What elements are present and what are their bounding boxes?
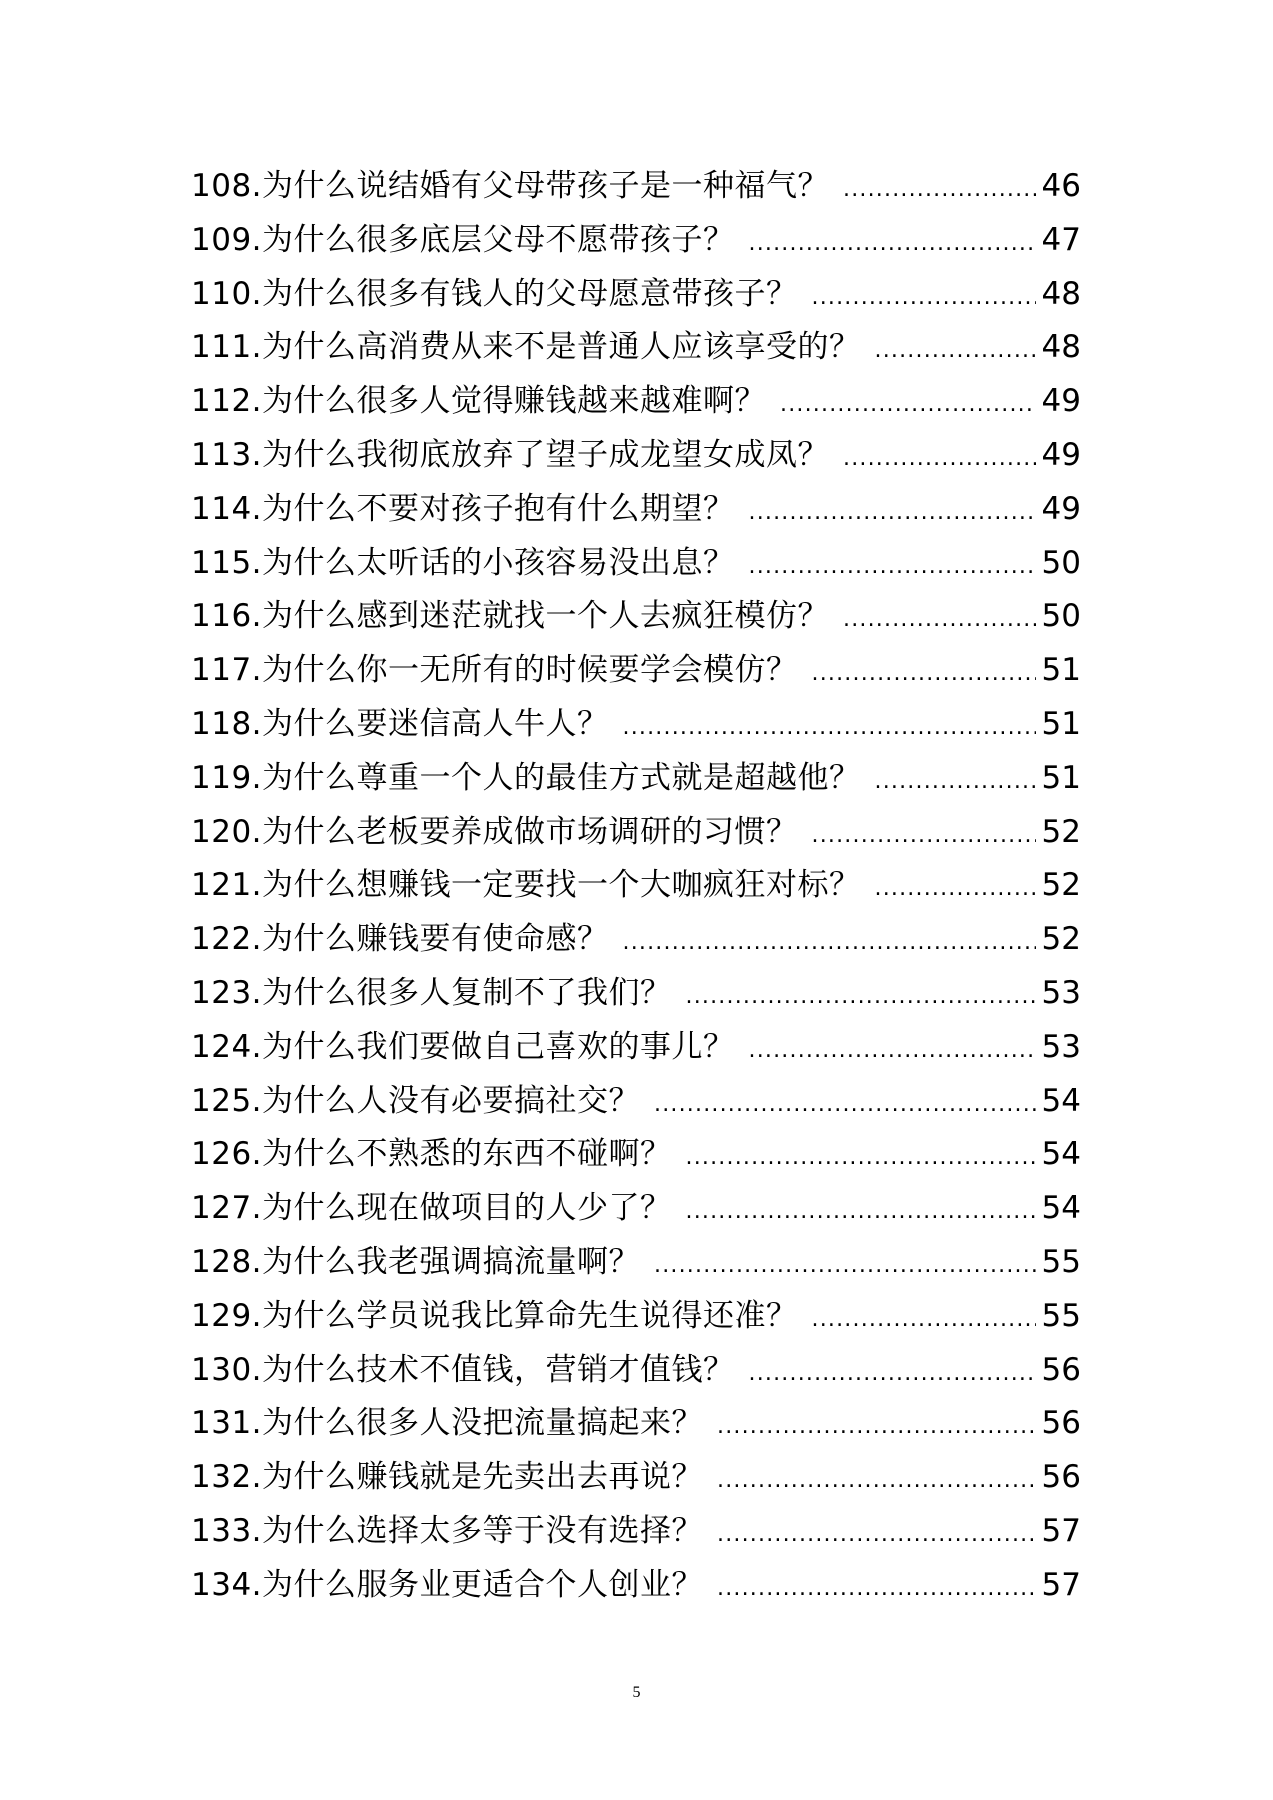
toc-entry[interactable]	[191, 1559, 1081, 1613]
toc-entry-title: 115.为什么太听话的小孩容易没出息？	[191, 544, 735, 581]
dot-leader	[686, 1147, 1036, 1169]
toc-entry[interactable]	[191, 1075, 1081, 1129]
toc-entry-page: 57	[1041, 1566, 1081, 1603]
dot-leader	[749, 556, 1036, 578]
dot-leader	[654, 1094, 1036, 1116]
toc-entry-page: 51	[1041, 652, 1081, 689]
dot-leader	[875, 771, 1036, 793]
dot-leader	[686, 986, 1036, 1008]
dot-leader	[875, 878, 1036, 900]
toc-entry[interactable]	[191, 1128, 1081, 1182]
toc-entry[interactable]	[191, 806, 1081, 860]
toc-entry-title: 124.为什么我们要做自己喜欢的事儿？	[191, 1028, 735, 1065]
dot-leader	[812, 663, 1036, 685]
toc-entry-title: 127.为什么现在做项目的人少了？	[191, 1190, 672, 1227]
dot-leader	[749, 1363, 1036, 1385]
toc-entry-title: 132.为什么赚钱就是先卖出去再说？	[191, 1459, 704, 1496]
toc-entry-title: 117.为什么你一无所有的时候要学会模仿？	[191, 652, 798, 689]
toc-entry-page: 56	[1041, 1351, 1081, 1388]
toc-entry-page: 55	[1041, 1243, 1081, 1280]
toc-entry-title: 128.为什么我老强调搞流量啊？	[191, 1243, 641, 1280]
toc-entry-page: 52	[1041, 921, 1081, 958]
toc-entry-title: 112.为什么很多人觉得赚钱越来越难啊？	[191, 383, 767, 420]
dot-leader	[812, 825, 1036, 847]
toc-entry-page: 50	[1041, 544, 1081, 581]
toc-entry-page: 56	[1041, 1459, 1081, 1496]
toc-entry-page: 56	[1041, 1405, 1081, 1442]
toc-entry-page: 53	[1041, 974, 1081, 1011]
dot-leader	[623, 932, 1036, 954]
dot-leader	[812, 1309, 1036, 1331]
toc-entry[interactable]	[191, 644, 1081, 698]
toc-entry-title: 114.为什么不要对孩子抱有什么期望？	[191, 490, 735, 527]
toc-entry-title: 133.为什么选择太多等于没有选择？	[191, 1512, 704, 1549]
toc-entry-page: 54	[1041, 1082, 1081, 1119]
toc-entry-page: 47	[1041, 221, 1081, 258]
toc-entry-title: 131.为什么很多人没把流量搞起来？	[191, 1405, 704, 1442]
toc-entry-title: 121.为什么想赚钱一定要找一个大咖疯狂对标？	[191, 867, 861, 904]
toc-entry[interactable]	[191, 1182, 1081, 1236]
dot-leader	[717, 1524, 1036, 1546]
toc-entry-page: 53	[1041, 1028, 1081, 1065]
toc-entry[interactable]	[191, 1451, 1081, 1505]
toc-entry[interactable]	[191, 429, 1081, 483]
toc-entry-title: 130.为什么技术不值钱，营销才值钱？	[191, 1351, 735, 1388]
toc-entry-page: 48	[1041, 275, 1081, 312]
toc-entry-page: 49	[1041, 436, 1081, 473]
dot-leader	[717, 1470, 1036, 1492]
toc-entry-title: 134.为什么服务业更适合个人创业？	[191, 1566, 704, 1603]
dot-leader	[717, 1416, 1036, 1438]
table-of-contents	[191, 160, 1081, 1613]
toc-entry[interactable]	[191, 967, 1081, 1021]
dot-leader	[654, 1255, 1036, 1277]
dot-leader	[717, 1578, 1036, 1600]
toc-entry-title: 129.为什么学员说我比算命先生说得还准？	[191, 1297, 798, 1334]
toc-entry-title: 116.为什么感到迷茫就找一个人去疯狂模仿？	[191, 598, 830, 635]
toc-entry[interactable]	[191, 1021, 1081, 1075]
toc-entry[interactable]	[191, 913, 1081, 967]
toc-entry[interactable]	[191, 268, 1081, 322]
toc-entry[interactable]	[191, 375, 1081, 429]
toc-entry-page: 52	[1041, 867, 1081, 904]
toc-entry-page: 46	[1041, 168, 1081, 204]
toc-entry-title: 126.为什么不熟悉的东西不碰啊？	[191, 1136, 672, 1173]
toc-entry[interactable]	[191, 537, 1081, 591]
page-number: 5	[632, 1684, 641, 1701]
dot-leader	[623, 717, 1036, 739]
toc-entry-page: 54	[1041, 1190, 1081, 1227]
toc-entry-title: 109.为什么很多底层父母不愿带孩子？	[191, 221, 735, 258]
toc-entry[interactable]	[191, 698, 1081, 752]
toc-entry[interactable]	[191, 1505, 1081, 1559]
toc-entry[interactable]	[191, 160, 1081, 214]
toc-entry[interactable]	[191, 483, 1081, 537]
dot-leader	[749, 502, 1036, 524]
toc-entry-title: 113.为什么我彻底放弃了望子成龙望女成凤？	[191, 436, 830, 473]
toc-entry-page: 57	[1041, 1512, 1081, 1549]
toc-entry-page: 48	[1041, 329, 1081, 366]
toc-entry[interactable]	[191, 1236, 1081, 1290]
toc-entry-page: 54	[1041, 1136, 1081, 1173]
toc-entry[interactable]	[191, 1397, 1081, 1451]
toc-entry-page: 49	[1041, 383, 1081, 420]
toc-entry-title: 125.为什么人没有必要搞社交？	[191, 1082, 641, 1119]
toc-entry[interactable]	[191, 214, 1081, 268]
toc-entry[interactable]	[191, 590, 1081, 644]
toc-entry[interactable]	[191, 859, 1081, 913]
toc-entry[interactable]	[191, 321, 1081, 375]
toc-entry-title: 108.为什么说结婚有父母带孩子是一种福气？	[191, 168, 830, 204]
dot-leader	[843, 448, 1036, 470]
dot-leader	[780, 394, 1036, 416]
dot-leader	[686, 1201, 1036, 1223]
toc-entry[interactable]	[191, 1344, 1081, 1398]
toc-entry-title: 123.为什么很多人复制不了我们？	[191, 974, 672, 1011]
dot-leader	[843, 609, 1036, 631]
toc-entry-title: 118.为什么要迷信高人牛人？	[191, 705, 609, 742]
toc-entry-title: 110.为什么很多有钱人的父母愿意带孩子？	[191, 275, 798, 312]
dot-leader	[843, 179, 1036, 201]
toc-entry-page: 55	[1041, 1297, 1081, 1334]
dot-leader	[812, 287, 1036, 309]
toc-entry-page: 51	[1041, 759, 1081, 796]
dot-leader	[875, 340, 1036, 362]
dot-leader	[749, 233, 1036, 255]
toc-entry-title: 120.为什么老板要养成做市场调研的习惯？	[191, 813, 798, 850]
toc-entry[interactable]	[191, 1290, 1081, 1344]
toc-entry-page: 49	[1041, 490, 1081, 527]
toc-entry-title: 119.为什么尊重一个人的最佳方式就是超越他？	[191, 759, 861, 796]
toc-entry-page: 52	[1041, 813, 1081, 850]
toc-entry[interactable]	[191, 752, 1081, 806]
toc-entry-page: 50	[1041, 598, 1081, 635]
toc-entry-title: 122.为什么赚钱要有使命感？	[191, 921, 609, 958]
toc-entry-title: 111.为什么高消费从来不是普通人应该享受的？	[191, 329, 861, 366]
dot-leader	[749, 1040, 1036, 1062]
toc-entry-page: 51	[1041, 705, 1081, 742]
